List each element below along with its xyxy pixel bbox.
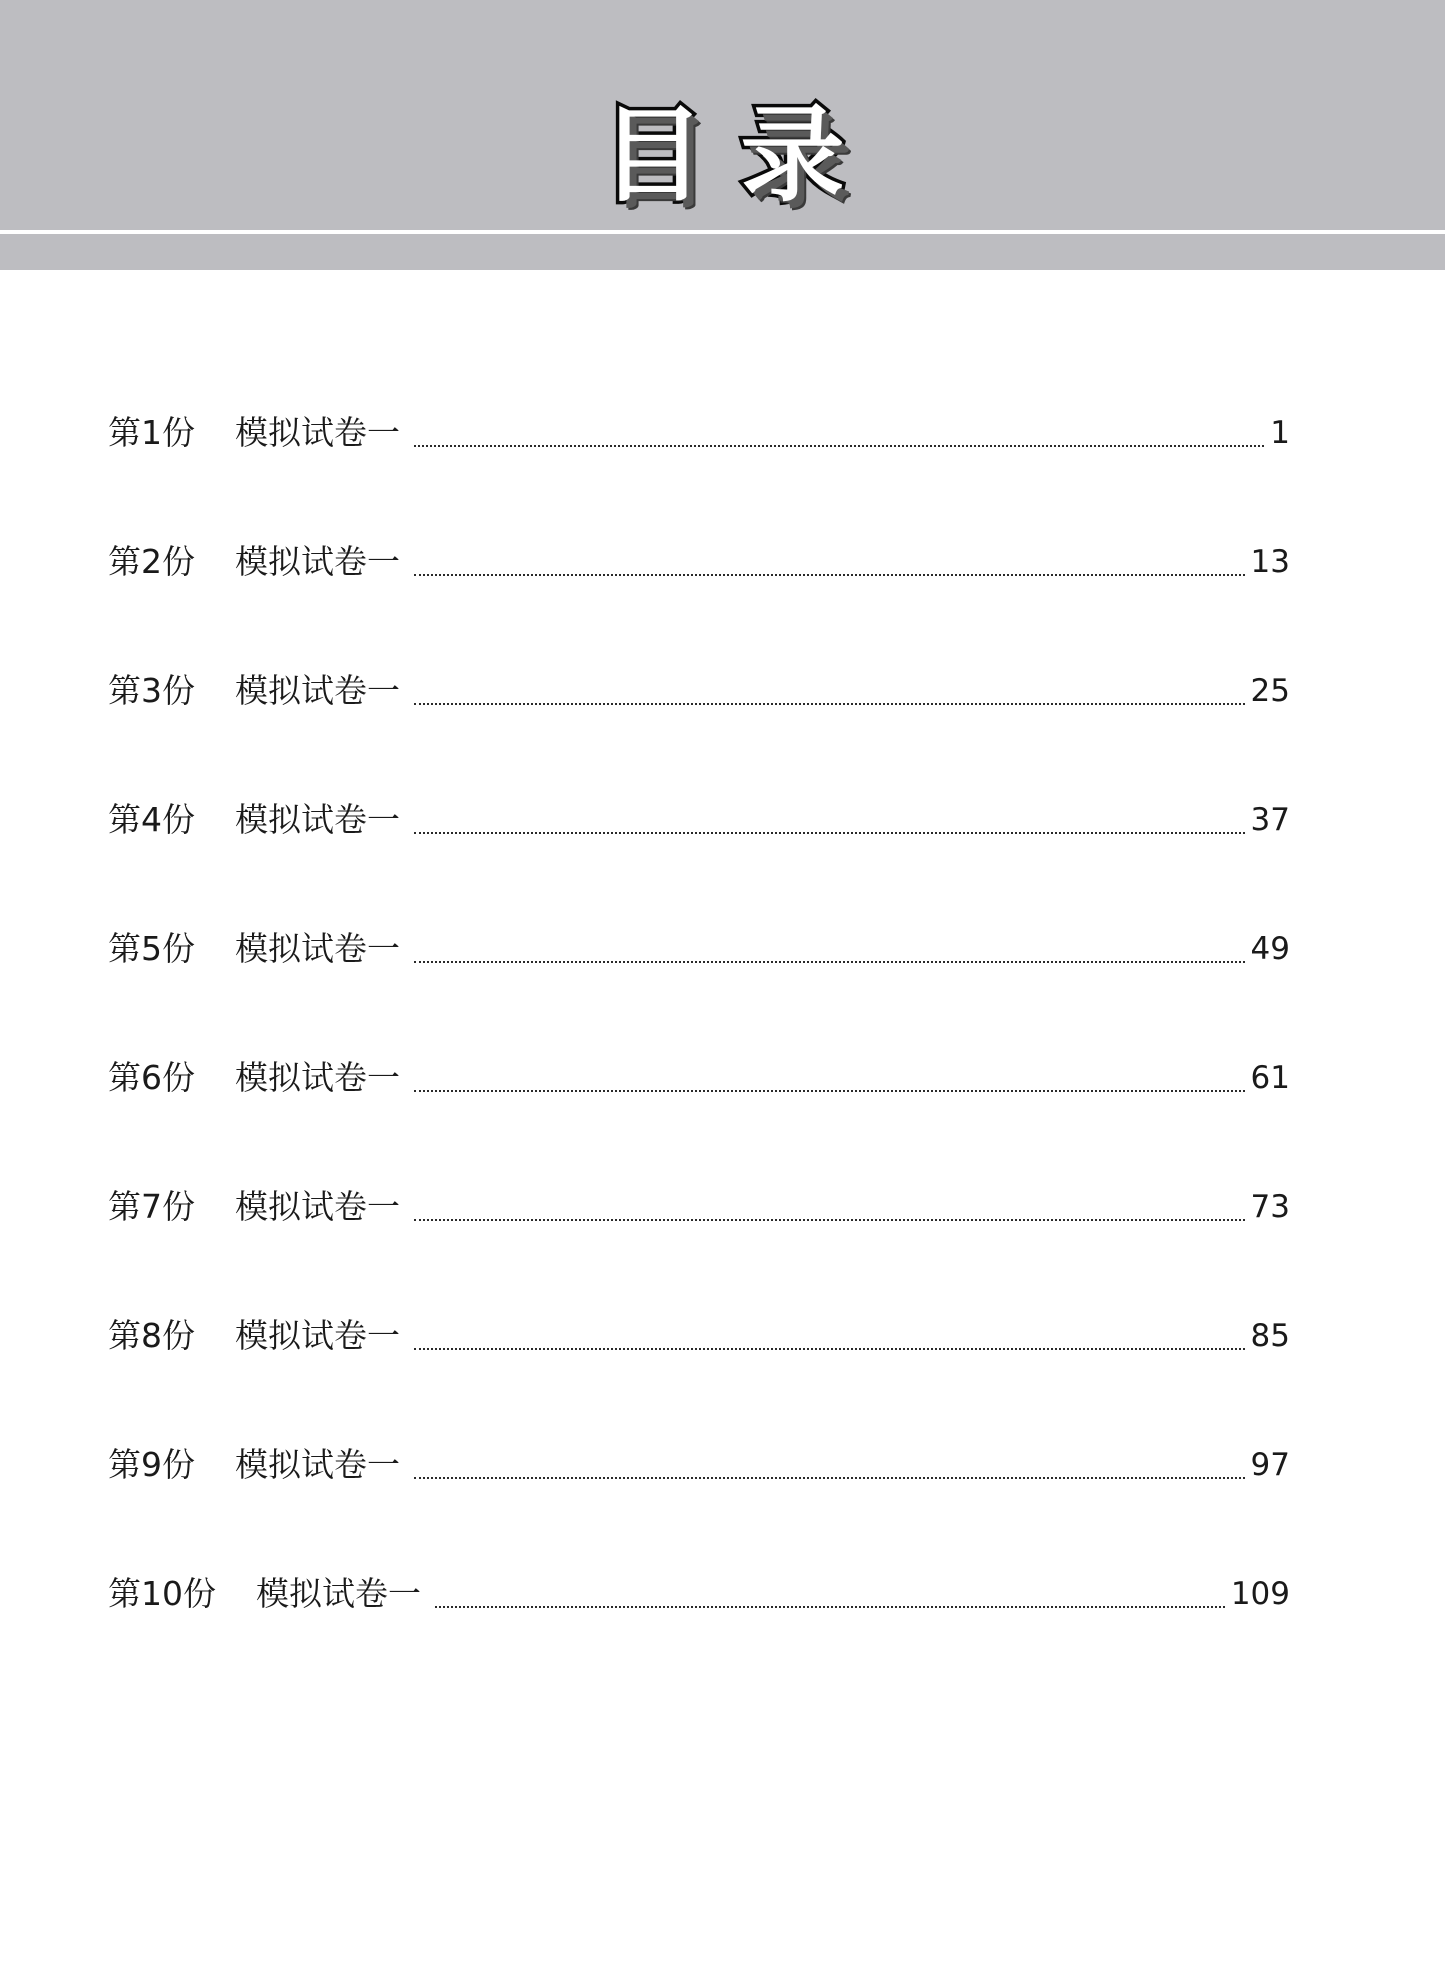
- entry-title: 模拟试卷一: [235, 1058, 400, 1097]
- dot-leader: [414, 445, 1264, 447]
- dot-leader: [414, 574, 1245, 576]
- entry-number: 第6份: [108, 1058, 195, 1097]
- entry-page-number: 37: [1250, 802, 1290, 838]
- entry-page-number: 25: [1250, 673, 1290, 709]
- entry-page-number: 97: [1250, 1447, 1290, 1483]
- header-divider: [0, 230, 1445, 234]
- entry-page-number: 49: [1250, 931, 1290, 967]
- toc-entry[interactable]: [108, 466, 1290, 595]
- dot-leader: [414, 961, 1245, 963]
- entry-page-number: 73: [1250, 1189, 1290, 1225]
- entry-title: 模拟试卷一: [235, 929, 400, 968]
- toc-entry[interactable]: [108, 1111, 1290, 1240]
- toc-entry[interactable]: [108, 853, 1290, 982]
- entry-number: 第2份: [108, 542, 195, 581]
- entry-number: 第1份: [108, 413, 195, 452]
- toc-entry[interactable]: [108, 1369, 1290, 1498]
- toc-entry[interactable]: [108, 982, 1290, 1111]
- entry-title: 模拟试卷一: [235, 542, 400, 581]
- dot-leader: [414, 1348, 1245, 1350]
- entry-number: 第3份: [108, 671, 195, 710]
- entry-page-number: 13: [1250, 544, 1290, 580]
- entry-title: 模拟试卷一: [235, 1445, 400, 1484]
- toc-entry[interactable]: [108, 337, 1290, 466]
- entry-number: 第5份: [108, 929, 195, 968]
- entry-number: 第4份: [108, 800, 195, 839]
- entry-title: 模拟试卷一: [235, 1316, 400, 1355]
- dot-leader: [414, 1090, 1245, 1092]
- dot-leader: [414, 832, 1245, 834]
- page-title: 目录: [600, 94, 881, 216]
- dot-leader: [414, 1219, 1245, 1221]
- toc-entry[interactable]: [108, 595, 1290, 724]
- entry-number: 第10份: [108, 1574, 216, 1613]
- entry-number: 第7份: [108, 1187, 195, 1226]
- toc-entry[interactable]: [108, 1498, 1290, 1627]
- entry-title: 模拟试卷一: [235, 1187, 400, 1226]
- entry-title: 模拟试卷一: [235, 800, 400, 839]
- dot-leader: [414, 1477, 1245, 1479]
- entry-page-number: 61: [1250, 1060, 1290, 1096]
- entry-title: 模拟试卷一: [256, 1574, 421, 1613]
- entry-number: 第9份: [108, 1445, 195, 1484]
- entry-page-number: 109: [1230, 1576, 1290, 1612]
- entry-title: 模拟试卷一: [235, 671, 400, 710]
- toc-entry[interactable]: [108, 724, 1290, 853]
- entry-page-number: 85: [1250, 1318, 1290, 1354]
- toc-entry[interactable]: [108, 1240, 1290, 1369]
- dot-leader: [414, 703, 1245, 705]
- dot-leader: [435, 1606, 1225, 1608]
- entry-page-number: 1: [1270, 415, 1290, 451]
- entry-title: 模拟试卷一: [235, 413, 400, 452]
- entry-number: 第8份: [108, 1316, 195, 1355]
- toc-list: [108, 337, 1290, 1627]
